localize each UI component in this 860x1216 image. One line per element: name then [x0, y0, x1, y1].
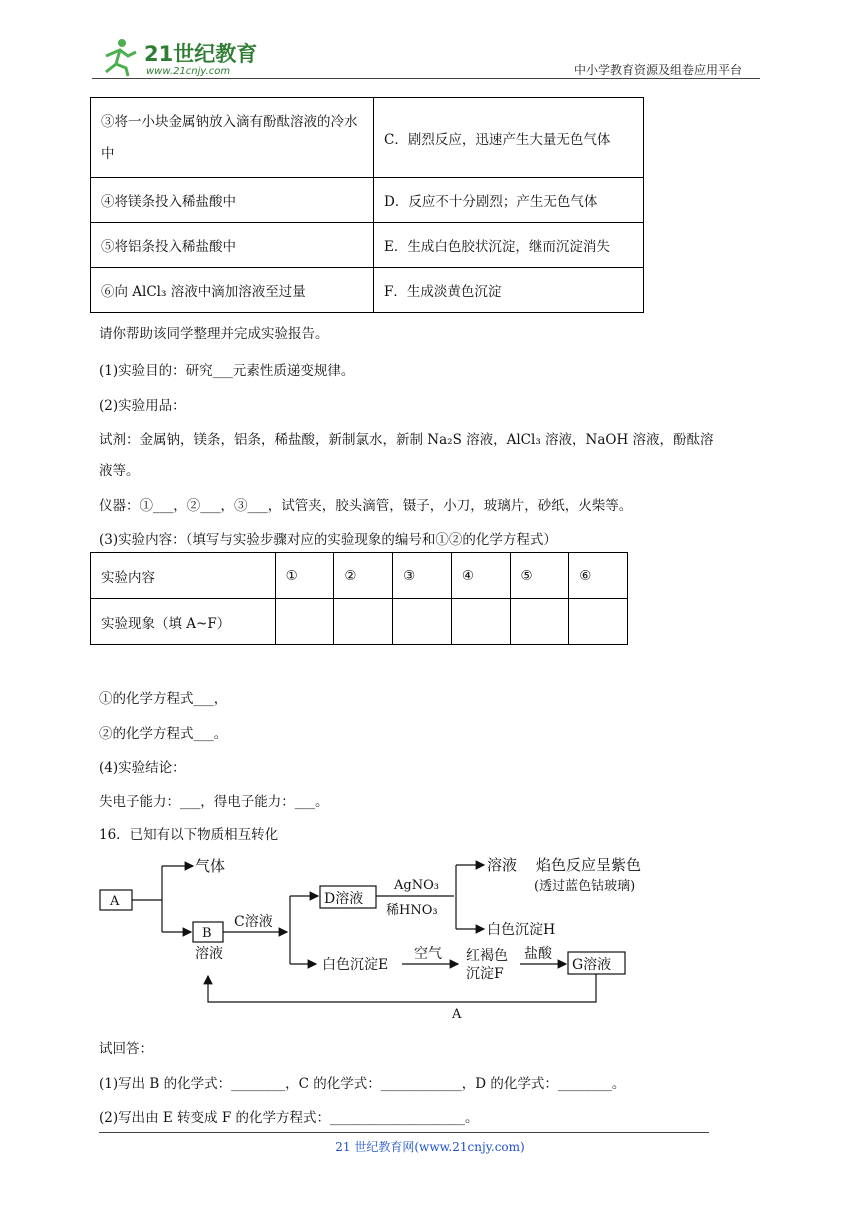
label-air: 空气 — [414, 946, 442, 962]
question-2: (2)写出由 E 转变成 F 的化学方程式：____________________。 — [99, 1110, 479, 1126]
answer-cell[interactable] — [569, 599, 628, 645]
label-cobalt: (透过蓝色钴玻璃) — [534, 879, 636, 894]
label-flame: 焰色反应呈紫色 — [536, 856, 642, 874]
return-line — [208, 974, 596, 1002]
phenomenon-cell: F．生成淡黄色沉淀 — [374, 268, 644, 313]
conversion-diagram — [90, 850, 690, 1025]
column-header: ① — [275, 553, 334, 599]
phenomenon-cell: D．反应不十分剧烈；产生无色气体 — [374, 178, 644, 223]
table-row — [91, 268, 644, 313]
conclusion-title: (4)实验结论： — [99, 760, 186, 776]
logo-text: 21世纪教育 — [144, 42, 258, 66]
label-agno3: AgNO₃ — [394, 878, 439, 893]
footer-rule — [99, 1132, 709, 1133]
label-solution: 溶液 — [487, 856, 518, 874]
row-label: 实验内容 — [91, 553, 276, 599]
step-cell: ③将一小块金属钠放入滴有酚酞溶液的冷水中 — [91, 98, 374, 178]
experiment-table — [90, 97, 644, 313]
logo-url: www.21cnjy.com — [146, 66, 231, 77]
row-label: 实验现象（填 A~F） — [91, 599, 276, 645]
label-hno3: 稀HNO₃ — [386, 903, 438, 918]
answer-cell[interactable] — [510, 599, 569, 645]
table-row — [91, 178, 644, 223]
platform-name: 中小学教育资源及组卷应用平台 — [574, 63, 743, 77]
phenomenon-cell: C．剧烈反应，迅速产生大量无色气体 — [374, 98, 644, 178]
equation-1: ①的化学方程式___， — [99, 691, 228, 707]
column-header: ⑤ — [510, 553, 569, 599]
label-hcl: 盐酸 — [524, 946, 552, 962]
table-row — [91, 599, 628, 645]
result-table — [90, 552, 628, 645]
label-bottom-A: A — [452, 1007, 462, 1022]
logo — [96, 36, 266, 80]
label-B-solution: 溶液 — [195, 946, 223, 962]
column-header: ② — [334, 553, 393, 599]
column-header: ⑥ — [569, 553, 628, 599]
label-F2: 沉淀F — [466, 966, 504, 982]
intro-text: 请你帮助该同学整理并完成实验报告。 — [99, 326, 329, 342]
label-E: 白色沉淀E — [322, 957, 389, 973]
try-answer: 试回答： — [99, 1041, 153, 1057]
phenomenon-cell: E．生成白色胶状沉淀，继而沉淀消失 — [374, 223, 644, 268]
question-16-title: 16．已知有以下物质相互转化 — [99, 827, 279, 843]
column-header: ④ — [451, 553, 510, 599]
table-row — [91, 98, 644, 178]
equation-2: ②的化学方程式___。 — [99, 726, 228, 742]
column-header: ③ — [393, 553, 452, 599]
table-row — [91, 553, 628, 599]
footer-link[interactable]: 21 世纪教育网(www.21cnjy.com) — [335, 1140, 525, 1154]
purpose-text: (1)实验目的：研究___元素性质递变规律。 — [99, 363, 355, 379]
question-1: (1)写出 B 的化学式：________，C 的化学式：____________，D 的化学式：________。 — [99, 1076, 626, 1092]
label-A: A — [110, 894, 120, 909]
answer-cell[interactable] — [393, 599, 452, 645]
label-gas: 气体 — [195, 857, 226, 875]
content-title: (3)实验内容：（填写与实验步骤对应的实验现象的编号和①②的化学方程式） — [99, 532, 557, 548]
reagents-line: 试剂：金属钠，镁条，铝条，稀盐酸，新制氯水，新制 Na₂S 溶液，AlCl₃ 溶液，NaOH 溶液，酚酞溶 — [99, 432, 714, 448]
label-B: B — [202, 926, 212, 941]
step-cell: ④将镁条投入稀盐酸中 — [91, 178, 374, 223]
conclusion-text: 失电子能力：___，得电子能力：___。 — [99, 794, 329, 810]
answer-cell[interactable] — [275, 599, 334, 645]
table-row — [91, 223, 644, 268]
supplies-title: (2)实验用品： — [99, 398, 186, 414]
label-F: 红褐色 — [466, 948, 508, 964]
runner-icon — [106, 39, 136, 76]
header-rule — [92, 78, 760, 79]
label-D: D溶液 — [324, 891, 364, 907]
reagents-line: 液等。 — [99, 463, 140, 479]
label-G: G溶液 — [572, 957, 612, 973]
step-cell: ⑤将铝条投入稀盐酸中 — [91, 223, 374, 268]
instruments-text: 仪器：①___，②___，③___，试管夹，胶头滴管，镊子，小刀，玻璃片，砂纸，火柴等。 — [99, 498, 633, 514]
label-C: C溶液 — [234, 914, 273, 930]
answer-cell[interactable] — [334, 599, 393, 645]
label-H: 白色沉淀H — [487, 922, 556, 938]
step-cell: ⑥向 AlCl₃ 溶液中滴加溶液至过量 — [91, 268, 374, 313]
answer-cell[interactable] — [451, 599, 510, 645]
